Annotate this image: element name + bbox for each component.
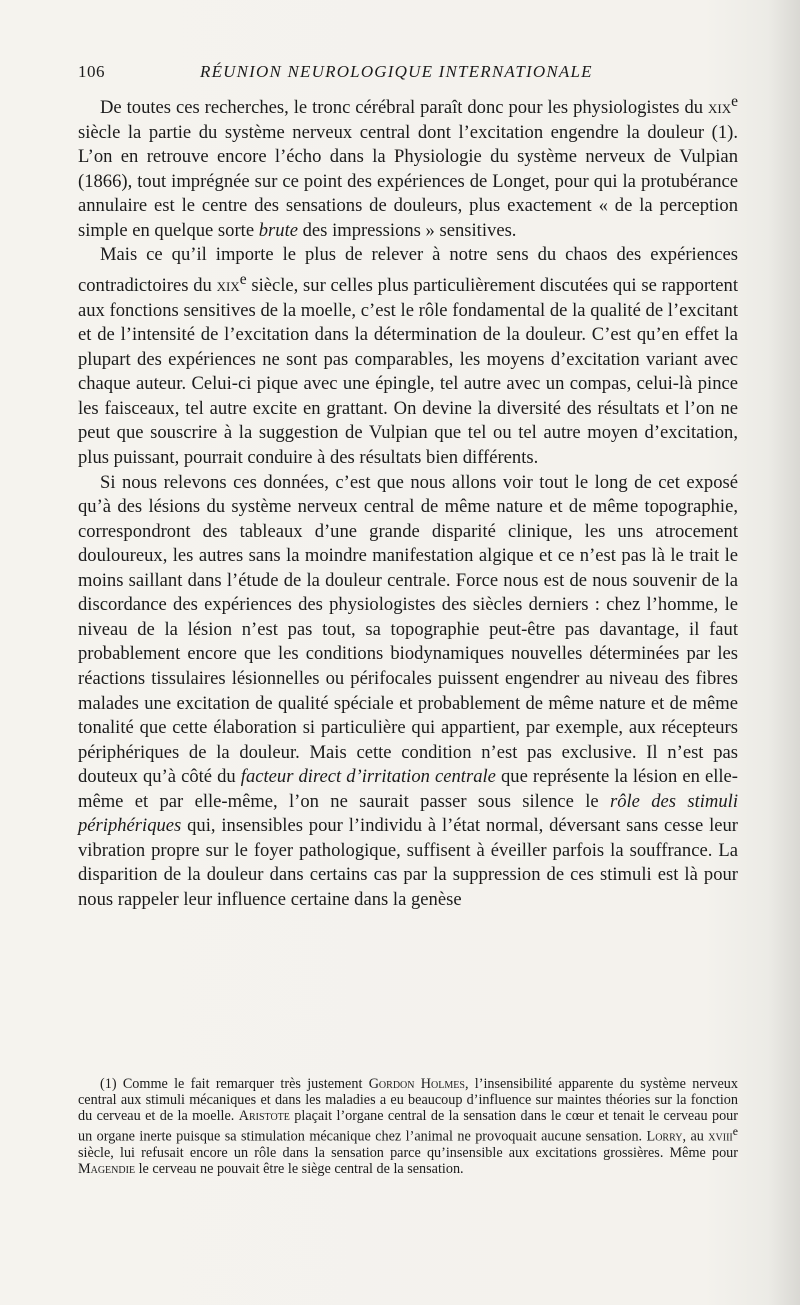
text-run: De toutes ces recherches, le tronc cérébral paraît donc pour les physiologistes du — [100, 97, 708, 119]
author-name: Gordon Holmes — [368, 1076, 465, 1092]
superscript: e — [239, 271, 247, 289]
paragraph-3 — [78, 471, 738, 913]
footnote — [78, 1077, 738, 1178]
text-run: siècle, lui refusait encore un rôle dans la sensation parce qu’insensible aux excitations grossières. Même pour — [78, 1144, 738, 1161]
paragraph-1 — [78, 90, 738, 243]
running-title: RÉUNION NEUROLOGIQUE INTERNATIONALE — [200, 62, 593, 81]
page-number: 106 — [78, 62, 105, 81]
text-run: , au — [682, 1129, 709, 1146]
paragraph-2 — [78, 243, 738, 470]
main-text — [78, 90, 738, 912]
century-numeral: xix — [216, 275, 240, 297]
century-numeral: xviii — [708, 1129, 733, 1146]
footnote-1 — [78, 1077, 738, 1178]
text-run: siècle, sur celles plus particulièrement discutées qui se rapportent aux fonctions sensitives de la moelle, c’est le rôle fondamental de la qualité de l’excitant et de l’intensité de l’excitation dans la détermination de la douleur. C’est qu’en effet la plupart des expériences ne sont pas comparables, les moyens d’excitation variant avec chaque auteur. Celui-ci pique avec une épingle, tel autre avec un compas, celui-là pince les faisceaux, tel autre excite en grattant. On devine la diversité des résultats et l’on ne peut que souscrire à la suggestion de Vulpian que tel ou tel autre moyen d’excitation, plus puissant, pourrait conduire à des résultats bien différents. — [78, 275, 738, 469]
text-run: , l’insensibilité apparente du système nerveux central aux stimuli mécaniques et dans les maladies a eu beaucoup d’influence sur maintes théories sur la fonction du cerveau et de la moelle. — [78, 1076, 738, 1124]
century-numeral: xix — [708, 97, 732, 119]
text-run: que représente la lésion en elle-même et par elle-même, l’on ne saurait passer sous silence le — [78, 766, 738, 812]
italic-text: facteur direct d’irritation centrale — [240, 766, 496, 788]
text-run: Si nous relevons ces données, c’est que nous allons voir tout le long de cet exposé qu’à des lésions du système nerveux central de même nature et de même topographie, correspondront des tableaux d’une grande disparité clinique, les uns atrocement douloureux, les autres sans la moindre manifestation algique et ce n’est pas là le trait le moins saillant dans l’étude de la douleur centrale. Force nous est de nous souvenir de la discordance des expériences des physiologistes des siècles derniers : chez l’homme, le niveau de la lésion n’est pas tout, sa topographie peut-être pas davantage, il faut probablement encore que les conditions biodynamiques nouvelles déterminées par les réactions tissulaires lésionnelles ou périfocales puissent engendrer au niveau des fibres malades une excitation de qualité spéciale et probablement de même nature et de même tonalité que cette élaboration si particulière qui appartient, par exemple, aux récepteurs périphériques de la douleur. Mais cette condition n’est pas exclusive. Il n’est pas douteux qu’à côté du — [78, 471, 738, 788]
text-run: le cerveau ne pouvait être le siège central de la sensation. — [135, 1160, 464, 1177]
italic-text: rôle des stimuli périphériques — [78, 790, 738, 837]
text-run: siècle la partie du système nerveux central dont l’excitation engendre la douleur (1). L’on en retrouve encore l’écho dans la Physiologie du système nerveux de Vulpian (1866), tout imprégnée sur ce point des expériences de Longet, pour qui la protubérance annulaire est le centre des sensations de douleurs, plus exactement « de la perception simple en quelque sorte — [78, 121, 738, 241]
text-run: Mais ce qu’il importe le plus de relever à notre sens du chaos des expériences contradictoires du — [78, 244, 738, 297]
author-name: Aristote — [238, 1107, 290, 1124]
superscript: e — [731, 93, 738, 110]
text-run: plaçait l’organe central de la sensation dans le cœur et tenait le cerveau pour un organe inerte puisque sa stimulation mécanique chez l’animal ne provoquait aucune sensation. — [78, 1107, 739, 1146]
superscript: e — [732, 1124, 738, 1139]
text-run: (1) Comme le fait remarquer très justement — [100, 1076, 369, 1092]
page-header — [78, 58, 738, 88]
text-run: qui, insensibles pour l’individu à l’état normal, déversant sans cesse leur vibration propre sur le foyer pathologique, suffisent à éveiller parfois la souffrance. La disparition de la douleur dans certains cas par la suppression de ces stimuli est là pour nous rappeler leur influence certaine dans la genèse — [78, 815, 738, 910]
italic-text: brute — [258, 219, 298, 241]
text-run: des impressions » sensitives. — [297, 219, 517, 241]
author-name: Lorry — [646, 1129, 683, 1146]
author-name: Magendie — [78, 1160, 136, 1177]
